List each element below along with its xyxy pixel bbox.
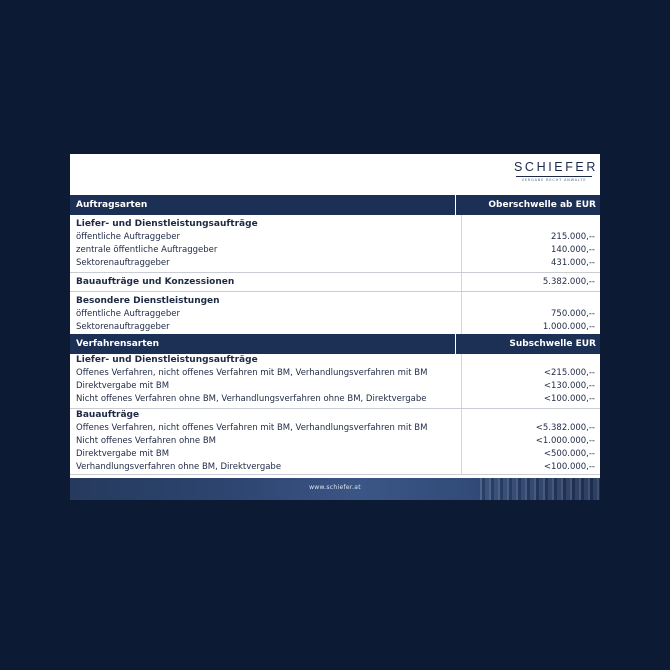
row-label: öffentliche Auftraggeber: [76, 232, 180, 242]
group-title: Liefer- und Dienstleistungsaufträge: [76, 219, 258, 229]
row-label: Direktvergabe mit BM: [76, 381, 170, 391]
group-title-value: 5.382.000,--: [542, 277, 595, 287]
row-value: 1.000.000,--: [542, 322, 595, 332]
group-title: Bauaufträge: [76, 410, 140, 420]
row-label: öffentliche Auftraggeber: [76, 309, 180, 319]
group-besondere-dienstleistungen: [70, 292, 600, 337]
header-oberschwelle: Oberschwelle ab EUR: [488, 200, 596, 210]
row-label: Sektorenauftraggeber: [76, 322, 170, 332]
row-value: 750.000,--: [551, 309, 595, 319]
row-value: <500.000,--: [543, 449, 595, 459]
table-row: [70, 461, 600, 474]
footer-banner: [70, 478, 600, 500]
table-row: [70, 321, 600, 334]
header-subschwelle: Subschwelle EUR: [509, 339, 596, 349]
group-bauauftraege: [70, 409, 600, 475]
row-value: <215.000,--: [543, 368, 595, 378]
group-title: Bauaufträge und Konzessionen: [76, 277, 235, 287]
table-row: [70, 435, 600, 448]
footer-url[interactable]: www.schiefer.at: [309, 484, 361, 491]
row-label: Verhandlungsverfahren ohne BM, Direktvergabe: [76, 462, 282, 472]
row-label: Sektorenauftraggeber: [76, 258, 170, 268]
group-title: Liefer- und Dienstleistungsaufträge: [76, 355, 258, 365]
table-header: [70, 195, 600, 215]
table-row: [70, 257, 600, 270]
row-label: Offenes Verfahren, nicht offenes Verfahren mit BM, Verhandlungsverfahren mit BM: [76, 368, 428, 378]
row-value: <1.000.000,--: [535, 436, 595, 446]
row-value: <100.000,--: [543, 462, 595, 472]
row-value: 431.000,--: [551, 258, 595, 268]
row-value: <5.382.000,--: [535, 423, 595, 433]
logo-tagline: VERGABE RECHT ANWÄLTE: [521, 178, 587, 182]
table-row: [70, 380, 600, 393]
group-liefer-dienstleistung: [70, 354, 600, 409]
group-title: Besondere Dienstleistungen: [76, 296, 220, 306]
row-value: <130.000,--: [543, 381, 595, 391]
row-value: 215.000,--: [551, 232, 595, 242]
group-title-row: [70, 354, 600, 367]
row-label: Nicht offenes Verfahren ohne BM: [76, 436, 217, 446]
table-header: [70, 334, 600, 354]
row-label: zentrale öffentliche Auftraggeber: [76, 245, 218, 255]
schiefer-logo: [514, 160, 599, 186]
table-row: [70, 231, 600, 244]
logo-name: SCHIEFER: [514, 160, 599, 174]
group-liefer-dienstleistung: [70, 215, 600, 273]
group-title-row: [70, 218, 600, 231]
table-row: [70, 448, 600, 461]
table-row: [70, 367, 600, 380]
table-row: [70, 244, 600, 257]
row-label: Direktvergabe mit BM: [76, 449, 170, 459]
logo-rule: [516, 176, 592, 177]
header-verfahrensarten: Verfahrensarten: [70, 334, 456, 354]
table-row: [70, 308, 600, 321]
row-value: 140.000,--: [551, 245, 595, 255]
slide: [70, 154, 600, 500]
auftragsarten-table: [70, 195, 600, 337]
group-title-row: [70, 295, 600, 308]
row-value: <100.000,--: [543, 394, 595, 404]
group-title-row: [70, 276, 600, 289]
table-row: [70, 393, 600, 406]
group-bauauftraege-konzessionen: [70, 273, 600, 292]
header-auftragsarten: Auftragsarten: [70, 195, 456, 215]
row-label: Offenes Verfahren, nicht offenes Verfahren mit BM, Verhandlungsverfahren mit BM: [76, 423, 428, 433]
row-label: Nicht offenes Verfahren ohne BM, Verhandlungsverfahren ohne BM, Direktvergabe: [76, 394, 427, 404]
verfahrensarten-table: [70, 334, 600, 475]
group-title-row: [70, 409, 600, 422]
table-row: [70, 422, 600, 435]
